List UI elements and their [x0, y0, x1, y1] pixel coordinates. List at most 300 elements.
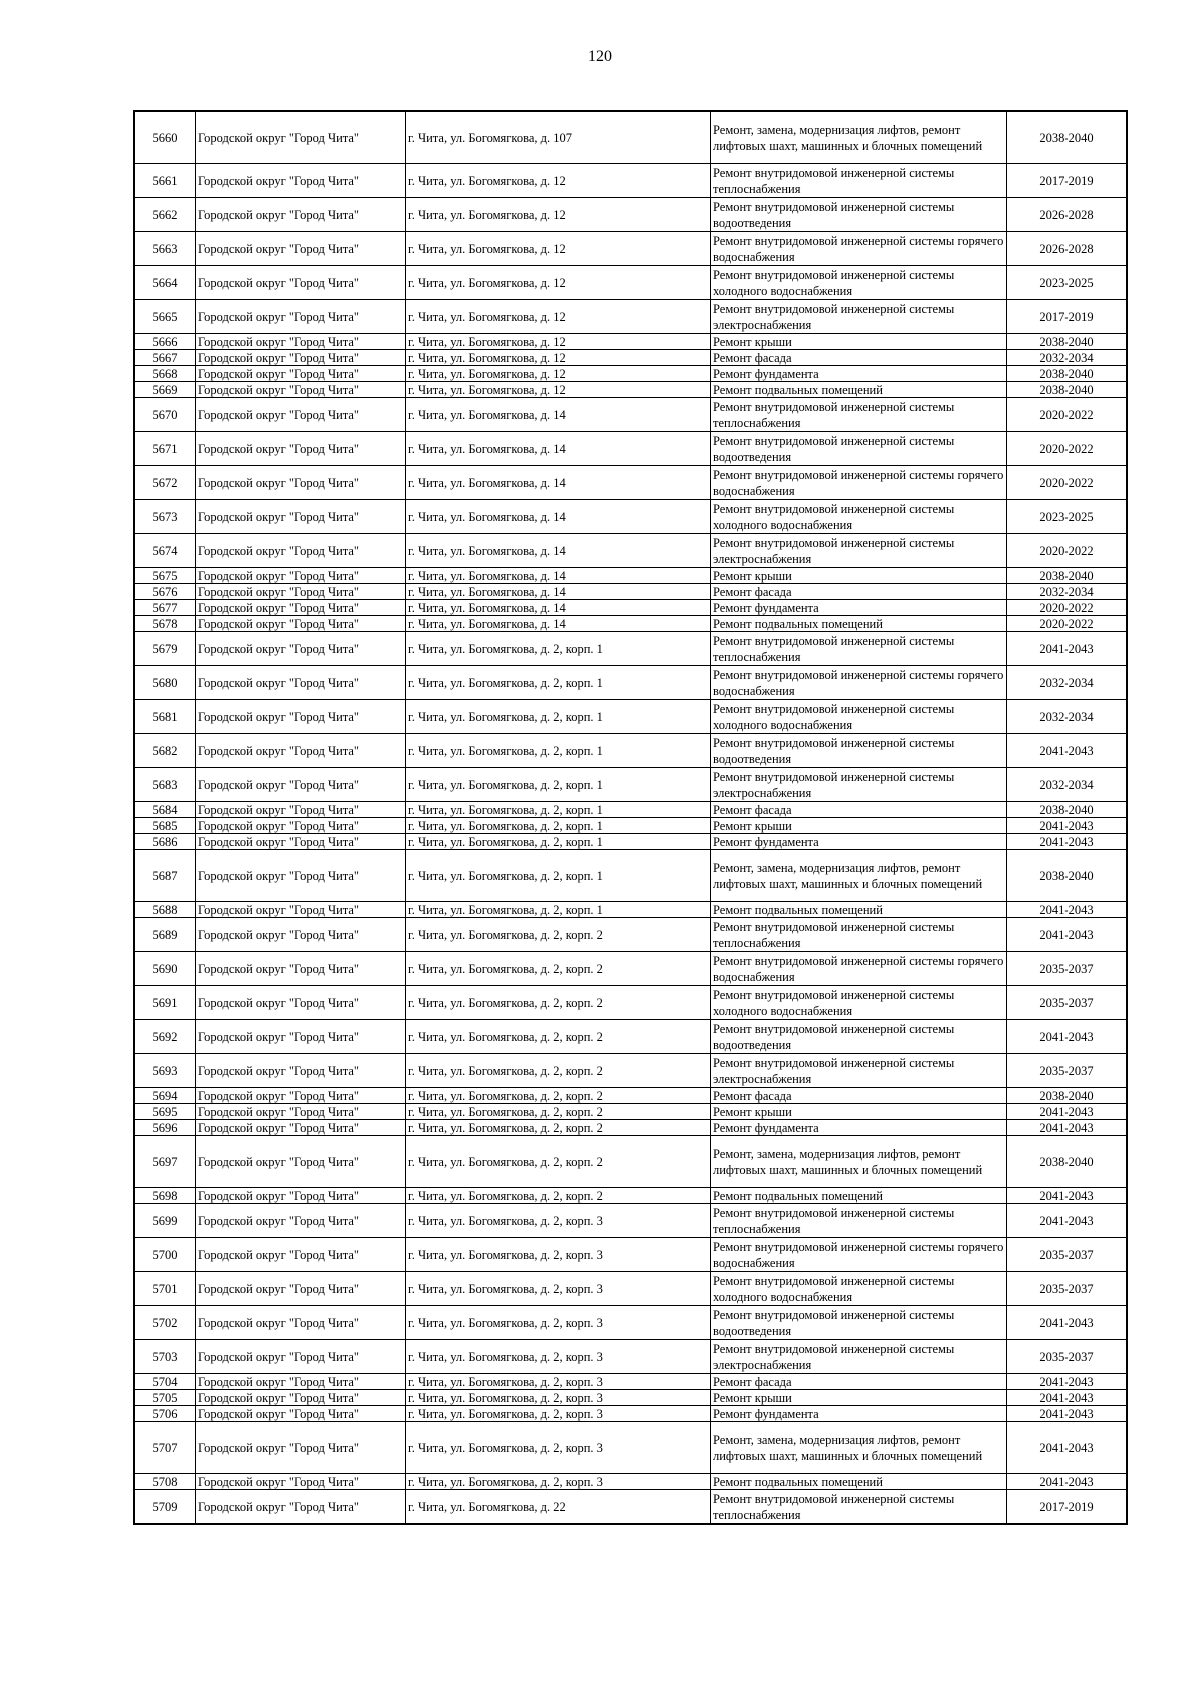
period-cell: 2020-2022 [1007, 432, 1128, 466]
row-number: 5683 [134, 768, 196, 802]
row-number: 5682 [134, 734, 196, 768]
work-type-cell: Ремонт фундамента [711, 366, 1007, 382]
period-cell: 2017-2019 [1007, 1490, 1128, 1525]
period-cell: 2038-2040 [1007, 334, 1128, 350]
address-cell: г. Чита, ул. Богомягкова, д. 14 [406, 584, 711, 600]
work-type-cell: Ремонт, замена, модернизация лифтов, ремонт лифтовых шахт, машинных и блочных помещений [711, 850, 1007, 902]
address-cell: г. Чита, ул. Богомягкова, д. 2, корп. 3 [406, 1238, 711, 1272]
table-row [134, 802, 1127, 818]
work-type-cell: Ремонт подвальных помещений [711, 1188, 1007, 1204]
period-cell: 2041-2043 [1007, 1306, 1128, 1340]
address-cell: г. Чита, ул. Богомягкова, д. 2, корп. 2 [406, 1088, 711, 1104]
address-cell: г. Чита, ул. Богомягкова, д. 12 [406, 198, 711, 232]
table-row [134, 1088, 1127, 1104]
row-number: 5660 [134, 111, 196, 164]
row-number: 5706 [134, 1406, 196, 1422]
period-cell: 2038-2040 [1007, 1136, 1128, 1188]
row-number: 5697 [134, 1136, 196, 1188]
table-row [134, 1272, 1127, 1306]
address-cell: г. Чита, ул. Богомягкова, д. 2, корп. 3 [406, 1204, 711, 1238]
table-row [134, 300, 1127, 334]
municipality-cell: Городской округ "Город Чита" [196, 1390, 406, 1406]
work-type-cell: Ремонт фасада [711, 350, 1007, 366]
period-cell: 2032-2034 [1007, 666, 1128, 700]
municipality-cell: Городской округ "Город Чита" [196, 164, 406, 198]
municipality-cell: Городской округ "Город Чита" [196, 600, 406, 616]
municipality-cell: Городской округ "Город Чита" [196, 850, 406, 902]
period-cell: 2041-2043 [1007, 902, 1128, 918]
municipality-cell: Городской округ "Город Чита" [196, 1422, 406, 1474]
work-type-cell: Ремонт фасада [711, 802, 1007, 818]
municipality-cell: Городской округ "Город Чита" [196, 1120, 406, 1136]
municipality-cell: Городской округ "Город Чита" [196, 198, 406, 232]
row-number: 5687 [134, 850, 196, 902]
work-type-cell: Ремонт, замена, модернизация лифтов, ремонт лифтовых шахт, машинных и блочных помещений [711, 1422, 1007, 1474]
work-type-cell: Ремонт подвальных помещений [711, 382, 1007, 398]
row-number: 5669 [134, 382, 196, 398]
work-type-cell: Ремонт внутридомовой инженерной системы горячего водоснабжения [711, 666, 1007, 700]
municipality-cell: Городской округ "Город Чита" [196, 616, 406, 632]
work-type-cell: Ремонт, замена, модернизация лифтов, ремонт лифтовых шахт, машинных и блочных помещений [711, 111, 1007, 164]
work-type-cell: Ремонт, замена, модернизация лифтов, ремонт лифтовых шахт, машинных и блочных помещений [711, 1136, 1007, 1188]
address-cell: г. Чита, ул. Богомягкова, д. 2, корп. 3 [406, 1272, 711, 1306]
municipality-cell: Городской округ "Город Чита" [196, 632, 406, 666]
row-number: 5700 [134, 1238, 196, 1272]
table-row [134, 1120, 1127, 1136]
period-cell: 2020-2022 [1007, 398, 1128, 432]
table-row [134, 198, 1127, 232]
table-row [134, 584, 1127, 600]
table-row [134, 768, 1127, 802]
period-cell: 2041-2043 [1007, 1474, 1128, 1490]
address-cell: г. Чита, ул. Богомягкова, д. 2, корп. 1 [406, 734, 711, 768]
period-cell: 2038-2040 [1007, 382, 1128, 398]
address-cell: г. Чита, ул. Богомягкова, д. 2, корп. 2 [406, 918, 711, 952]
address-cell: г. Чита, ул. Богомягкова, д. 14 [406, 616, 711, 632]
municipality-cell: Городской округ "Город Чита" [196, 1020, 406, 1054]
municipality-cell: Городской округ "Город Чита" [196, 1136, 406, 1188]
municipality-cell: Городской округ "Город Чита" [196, 1374, 406, 1390]
work-type-cell: Ремонт внутридомовой инженерной системы водоотведения [711, 1020, 1007, 1054]
row-number: 5668 [134, 366, 196, 382]
row-number: 5695 [134, 1104, 196, 1120]
period-cell: 2041-2043 [1007, 1104, 1128, 1120]
municipality-cell: Городской округ "Город Чита" [196, 1272, 406, 1306]
work-type-cell: Ремонт внутридомовой инженерной системы теплоснабжения [711, 918, 1007, 952]
work-type-cell: Ремонт внутридомовой инженерной системы электроснабжения [711, 534, 1007, 568]
table-row [134, 1104, 1127, 1120]
row-number: 5708 [134, 1474, 196, 1490]
row-number: 5696 [134, 1120, 196, 1136]
period-cell: 2020-2022 [1007, 466, 1128, 500]
address-cell: г. Чита, ул. Богомягкова, д. 2, корп. 2 [406, 1020, 711, 1054]
address-cell: г. Чита, ул. Богомягкова, д. 107 [406, 111, 711, 164]
table-row [134, 1474, 1127, 1490]
address-cell: г. Чита, ул. Богомягкова, д. 12 [406, 266, 711, 300]
row-number: 5666 [134, 334, 196, 350]
work-type-cell: Ремонт внутридомовой инженерной системы холодного водоснабжения [711, 700, 1007, 734]
period-cell: 2023-2025 [1007, 500, 1128, 534]
table-row [134, 366, 1127, 382]
row-number: 5681 [134, 700, 196, 734]
table-row [134, 1204, 1127, 1238]
work-type-cell: Ремонт фундамента [711, 834, 1007, 850]
row-number: 5672 [134, 466, 196, 500]
period-cell: 2035-2037 [1007, 952, 1128, 986]
address-cell: г. Чита, ул. Богомягкова, д. 2, корп. 1 [406, 802, 711, 818]
address-cell: г. Чита, ул. Богомягкова, д. 14 [406, 398, 711, 432]
table-row [134, 1374, 1127, 1390]
table-row [134, 534, 1127, 568]
row-number: 5676 [134, 584, 196, 600]
municipality-cell: Городской округ "Город Чита" [196, 300, 406, 334]
address-cell: г. Чита, ул. Богомягкова, д. 14 [406, 534, 711, 568]
table-row [134, 918, 1127, 952]
address-cell: г. Чита, ул. Богомягкова, д. 2, корп. 3 [406, 1406, 711, 1422]
work-type-cell: Ремонт внутридомовой инженерной системы теплоснабжения [711, 1204, 1007, 1238]
address-cell: г. Чита, ул. Богомягкова, д. 12 [406, 350, 711, 366]
address-cell: г. Чита, ул. Богомягкова, д. 12 [406, 366, 711, 382]
row-number: 5679 [134, 632, 196, 666]
table-row [134, 1306, 1127, 1340]
work-type-cell: Ремонт внутридомовой инженерной системы теплоснабжения [711, 398, 1007, 432]
address-cell: г. Чита, ул. Богомягкова, д. 2, корп. 1 [406, 768, 711, 802]
municipality-cell: Городской округ "Город Чита" [196, 568, 406, 584]
address-cell: г. Чита, ул. Богомягкова, д. 2, корп. 1 [406, 700, 711, 734]
period-cell: 2038-2040 [1007, 1088, 1128, 1104]
work-type-cell: Ремонт подвальных помещений [711, 1474, 1007, 1490]
table-row [134, 500, 1127, 534]
table-row [134, 266, 1127, 300]
row-number: 5663 [134, 232, 196, 266]
table-row [134, 834, 1127, 850]
municipality-cell: Городской округ "Город Чита" [196, 734, 406, 768]
work-type-cell: Ремонт внутридомовой инженерной системы холодного водоснабжения [711, 266, 1007, 300]
address-cell: г. Чита, ул. Богомягкова, д. 2, корп. 2 [406, 1136, 711, 1188]
municipality-cell: Городской округ "Город Чита" [196, 834, 406, 850]
period-cell: 2032-2034 [1007, 350, 1128, 366]
work-type-cell: Ремонт внутридомовой инженерной системы горячего водоснабжения [711, 466, 1007, 500]
period-cell: 2017-2019 [1007, 300, 1128, 334]
municipality-cell: Городской округ "Город Чита" [196, 700, 406, 734]
row-number: 5686 [134, 834, 196, 850]
row-number: 5702 [134, 1306, 196, 1340]
period-cell: 2041-2043 [1007, 1020, 1128, 1054]
period-cell: 2038-2040 [1007, 568, 1128, 584]
municipality-cell: Городской округ "Город Чита" [196, 232, 406, 266]
work-type-cell: Ремонт подвальных помещений [711, 616, 1007, 632]
row-number: 5689 [134, 918, 196, 952]
table-row [134, 1054, 1127, 1088]
period-cell: 2035-2037 [1007, 1054, 1128, 1088]
municipality-cell: Городской округ "Город Чита" [196, 398, 406, 432]
row-number: 5667 [134, 350, 196, 366]
period-cell: 2038-2040 [1007, 111, 1128, 164]
period-cell: 2041-2043 [1007, 1390, 1128, 1406]
row-number: 5692 [134, 1020, 196, 1054]
table-row [134, 850, 1127, 902]
address-cell: г. Чита, ул. Богомягкова, д. 2, корп. 1 [406, 666, 711, 700]
address-cell: г. Чита, ул. Богомягкова, д. 12 [406, 164, 711, 198]
row-number: 5675 [134, 568, 196, 584]
period-cell: 2026-2028 [1007, 198, 1128, 232]
row-number: 5678 [134, 616, 196, 632]
row-number: 5698 [134, 1188, 196, 1204]
period-cell: 2035-2037 [1007, 1272, 1128, 1306]
period-cell: 2032-2034 [1007, 700, 1128, 734]
work-type-cell: Ремонт внутридомовой инженерной системы водоотведения [711, 1306, 1007, 1340]
municipality-cell: Городской округ "Город Чита" [196, 1204, 406, 1238]
table-row [134, 1340, 1127, 1374]
work-type-cell: Ремонт внутридомовой инженерной системы теплоснабжения [711, 164, 1007, 198]
period-cell: 2041-2043 [1007, 1406, 1128, 1422]
period-cell: 2041-2043 [1007, 1204, 1128, 1238]
municipality-cell: Городской округ "Город Чита" [196, 952, 406, 986]
table-row [134, 350, 1127, 366]
period-cell: 2041-2043 [1007, 632, 1128, 666]
period-cell: 2017-2019 [1007, 164, 1128, 198]
municipality-cell: Городской округ "Город Чита" [196, 1340, 406, 1374]
period-cell: 2032-2034 [1007, 584, 1128, 600]
work-type-cell: Ремонт внутридомовой инженерной системы электроснабжения [711, 1054, 1007, 1088]
period-cell: 2035-2037 [1007, 986, 1128, 1020]
table-row [134, 568, 1127, 584]
table-row [134, 466, 1127, 500]
table-row [134, 398, 1127, 432]
municipality-cell: Городской округ "Город Чита" [196, 382, 406, 398]
municipality-cell: Городской округ "Город Чита" [196, 266, 406, 300]
address-cell: г. Чита, ул. Богомягкова, д. 2, корп. 1 [406, 818, 711, 834]
work-type-cell: Ремонт внутридомовой инженерной системы теплоснабжения [711, 1490, 1007, 1525]
period-cell: 2026-2028 [1007, 232, 1128, 266]
table-row [134, 1422, 1127, 1474]
address-cell: г. Чита, ул. Богомягкова, д. 12 [406, 382, 711, 398]
period-cell: 2041-2043 [1007, 734, 1128, 768]
period-cell: 2041-2043 [1007, 1374, 1128, 1390]
work-type-cell: Ремонт внутридомовой инженерной системы горячего водоснабжения [711, 232, 1007, 266]
address-cell: г. Чита, ул. Богомягкова, д. 12 [406, 300, 711, 334]
work-type-cell: Ремонт внутридомовой инженерной системы водоотведения [711, 198, 1007, 232]
address-cell: г. Чита, ул. Богомягкова, д. 2, корп. 1 [406, 834, 711, 850]
address-cell: г. Чита, ул. Богомягкова, д. 2, корп. 1 [406, 850, 711, 902]
address-cell: г. Чита, ул. Богомягкова, д. 12 [406, 334, 711, 350]
row-number: 5670 [134, 398, 196, 432]
address-cell: г. Чита, ул. Богомягкова, д. 2, корп. 1 [406, 902, 711, 918]
table-row [134, 666, 1127, 700]
page-number: 120 [588, 48, 612, 65]
address-cell: г. Чита, ул. Богомягкова, д. 2, корп. 3 [406, 1374, 711, 1390]
work-type-cell: Ремонт внутридомовой инженерной системы электроснабжения [711, 300, 1007, 334]
work-type-cell: Ремонт внутридомовой инженерной системы водоотведения [711, 734, 1007, 768]
municipality-cell: Городской округ "Город Чита" [196, 802, 406, 818]
period-cell: 2035-2037 [1007, 1340, 1128, 1374]
row-number: 5690 [134, 952, 196, 986]
table-row [134, 952, 1127, 986]
municipality-cell: Городской округ "Город Чита" [196, 350, 406, 366]
period-cell: 2041-2043 [1007, 1120, 1128, 1136]
table-row [134, 111, 1127, 164]
table-row [134, 1238, 1127, 1272]
address-cell: г. Чита, ул. Богомягкова, д. 2, корп. 2 [406, 1188, 711, 1204]
period-cell: 2023-2025 [1007, 266, 1128, 300]
municipality-cell: Городской округ "Город Чита" [196, 111, 406, 164]
table-row [134, 1390, 1127, 1406]
period-cell: 2035-2037 [1007, 1238, 1128, 1272]
address-cell: г. Чита, ул. Богомягкова, д. 2, корп. 3 [406, 1390, 711, 1406]
table-row [134, 1406, 1127, 1422]
work-type-cell: Ремонт крыши [711, 568, 1007, 584]
address-cell: г. Чита, ул. Богомягкова, д. 2, корп. 1 [406, 632, 711, 666]
address-cell: г. Чита, ул. Богомягкова, д. 14 [406, 466, 711, 500]
period-cell: 2020-2022 [1007, 616, 1128, 632]
municipality-cell: Городской округ "Город Чита" [196, 902, 406, 918]
work-type-cell: Ремонт крыши [711, 334, 1007, 350]
table-row [134, 232, 1127, 266]
municipality-cell: Городской округ "Город Чита" [196, 1088, 406, 1104]
row-number: 5661 [134, 164, 196, 198]
row-number: 5707 [134, 1422, 196, 1474]
period-cell: 2038-2040 [1007, 802, 1128, 818]
row-number: 5688 [134, 902, 196, 918]
row-number: 5694 [134, 1088, 196, 1104]
municipality-cell: Городской округ "Город Чита" [196, 666, 406, 700]
work-type-cell: Ремонт внутридомовой инженерной системы холодного водоснабжения [711, 500, 1007, 534]
municipality-cell: Городской округ "Город Чита" [196, 1490, 406, 1525]
municipality-cell: Городской округ "Город Чита" [196, 466, 406, 500]
table-row [134, 818, 1127, 834]
period-cell: 2041-2043 [1007, 918, 1128, 952]
municipality-cell: Городской округ "Город Чита" [196, 366, 406, 382]
address-cell: г. Чита, ул. Богомягкова, д. 14 [406, 432, 711, 466]
row-number: 5709 [134, 1490, 196, 1525]
row-number: 5685 [134, 818, 196, 834]
work-type-cell: Ремонт фундамента [711, 1120, 1007, 1136]
work-type-cell: Ремонт внутридомовой инженерной системы горячего водоснабжения [711, 952, 1007, 986]
row-number: 5699 [134, 1204, 196, 1238]
address-cell: г. Чита, ул. Богомягкова, д. 2, корп. 2 [406, 1054, 711, 1088]
row-number: 5674 [134, 534, 196, 568]
table-row [134, 1020, 1127, 1054]
address-cell: г. Чита, ул. Богомягкова, д. 2, корп. 2 [406, 952, 711, 986]
municipality-cell: Городской округ "Город Чита" [196, 986, 406, 1020]
table-body [134, 111, 1127, 1524]
address-cell: г. Чита, ул. Богомягкова, д. 2, корп. 3 [406, 1340, 711, 1374]
table-row [134, 1136, 1127, 1188]
table-row [134, 432, 1127, 466]
table-row [134, 902, 1127, 918]
municipality-cell: Городской округ "Город Чита" [196, 334, 406, 350]
table-row [134, 1188, 1127, 1204]
address-cell: г. Чита, ул. Богомягкова, д. 2, корп. 2 [406, 986, 711, 1020]
municipality-cell: Городской округ "Город Чита" [196, 1104, 406, 1120]
period-cell: 2038-2040 [1007, 850, 1128, 902]
table-row [134, 1490, 1127, 1525]
row-number: 5691 [134, 986, 196, 1020]
row-number: 5664 [134, 266, 196, 300]
municipality-cell: Городской округ "Город Чита" [196, 500, 406, 534]
row-number: 5703 [134, 1340, 196, 1374]
work-type-cell: Ремонт внутридомовой инженерной системы горячего водоснабжения [711, 1238, 1007, 1272]
row-number: 5662 [134, 198, 196, 232]
work-type-cell: Ремонт внутридомовой инженерной системы холодного водоснабжения [711, 1272, 1007, 1306]
work-type-cell: Ремонт внутридомовой инженерной системы водоотведения [711, 432, 1007, 466]
work-type-cell: Ремонт внутридомовой инженерной системы холодного водоснабжения [711, 986, 1007, 1020]
work-type-cell: Ремонт фасада [711, 1374, 1007, 1390]
municipality-cell: Городской округ "Город Чита" [196, 1406, 406, 1422]
table-row [134, 600, 1127, 616]
period-cell: 2041-2043 [1007, 834, 1128, 850]
address-cell: г. Чита, ул. Богомягкова, д. 2, корп. 3 [406, 1474, 711, 1490]
address-cell: г. Чита, ул. Богомягкова, д. 14 [406, 568, 711, 584]
municipality-cell: Городской округ "Город Чита" [196, 1306, 406, 1340]
address-cell: г. Чита, ул. Богомягкова, д. 2, корп. 3 [406, 1422, 711, 1474]
work-type-cell: Ремонт внутридомовой инженерной системы электроснабжения [711, 1340, 1007, 1374]
row-number: 5684 [134, 802, 196, 818]
table-row [134, 164, 1127, 198]
table-row [134, 986, 1127, 1020]
table-row [134, 700, 1127, 734]
work-type-cell: Ремонт внутридомовой инженерной системы теплоснабжения [711, 632, 1007, 666]
row-number: 5677 [134, 600, 196, 616]
work-type-cell: Ремонт фундамента [711, 1406, 1007, 1422]
work-type-cell: Ремонт фасада [711, 584, 1007, 600]
address-cell: г. Чита, ул. Богомягкова, д. 2, корп. 2 [406, 1104, 711, 1120]
municipality-cell: Городской округ "Город Чита" [196, 1474, 406, 1490]
municipality-cell: Городской округ "Город Чита" [196, 534, 406, 568]
address-cell: г. Чита, ул. Богомягкова, д. 14 [406, 500, 711, 534]
address-cell: г. Чита, ул. Богомягкова, д. 12 [406, 232, 711, 266]
repair-schedule-table [133, 110, 1128, 1525]
period-cell: 2041-2043 [1007, 1188, 1128, 1204]
municipality-cell: Городской округ "Город Чита" [196, 584, 406, 600]
address-cell: г. Чита, ул. Богомягкова, д. 14 [406, 600, 711, 616]
municipality-cell: Городской округ "Город Чита" [196, 918, 406, 952]
address-cell: г. Чита, ул. Богомягкова, д. 2, корп. 2 [406, 1120, 711, 1136]
municipality-cell: Городской округ "Город Чита" [196, 1054, 406, 1088]
row-number: 5680 [134, 666, 196, 700]
table-row [134, 632, 1127, 666]
work-type-cell: Ремонт крыши [711, 1104, 1007, 1120]
address-cell: г. Чита, ул. Богомягкова, д. 2, корп. 3 [406, 1306, 711, 1340]
row-number: 5704 [134, 1374, 196, 1390]
municipality-cell: Городской округ "Город Чита" [196, 1188, 406, 1204]
period-cell: 2020-2022 [1007, 600, 1128, 616]
table-row [134, 334, 1127, 350]
row-number: 5701 [134, 1272, 196, 1306]
work-type-cell: Ремонт фундамента [711, 600, 1007, 616]
municipality-cell: Городской округ "Город Чита" [196, 432, 406, 466]
municipality-cell: Городской округ "Город Чита" [196, 1238, 406, 1272]
work-type-cell: Ремонт внутридомовой инженерной системы электроснабжения [711, 768, 1007, 802]
work-type-cell: Ремонт фасада [711, 1088, 1007, 1104]
period-cell: 2041-2043 [1007, 818, 1128, 834]
period-cell: 2038-2040 [1007, 366, 1128, 382]
work-type-cell: Ремонт крыши [711, 818, 1007, 834]
row-number: 5665 [134, 300, 196, 334]
row-number: 5693 [134, 1054, 196, 1088]
period-cell: 2041-2043 [1007, 1422, 1128, 1474]
address-cell: г. Чита, ул. Богомягкова, д. 22 [406, 1490, 711, 1525]
row-number: 5705 [134, 1390, 196, 1406]
period-cell: 2020-2022 [1007, 534, 1128, 568]
row-number: 5673 [134, 500, 196, 534]
row-number: 5671 [134, 432, 196, 466]
period-cell: 2032-2034 [1007, 768, 1128, 802]
work-type-cell: Ремонт крыши [711, 1390, 1007, 1406]
table-row [134, 616, 1127, 632]
work-type-cell: Ремонт подвальных помещений [711, 902, 1007, 918]
municipality-cell: Городской округ "Город Чита" [196, 768, 406, 802]
